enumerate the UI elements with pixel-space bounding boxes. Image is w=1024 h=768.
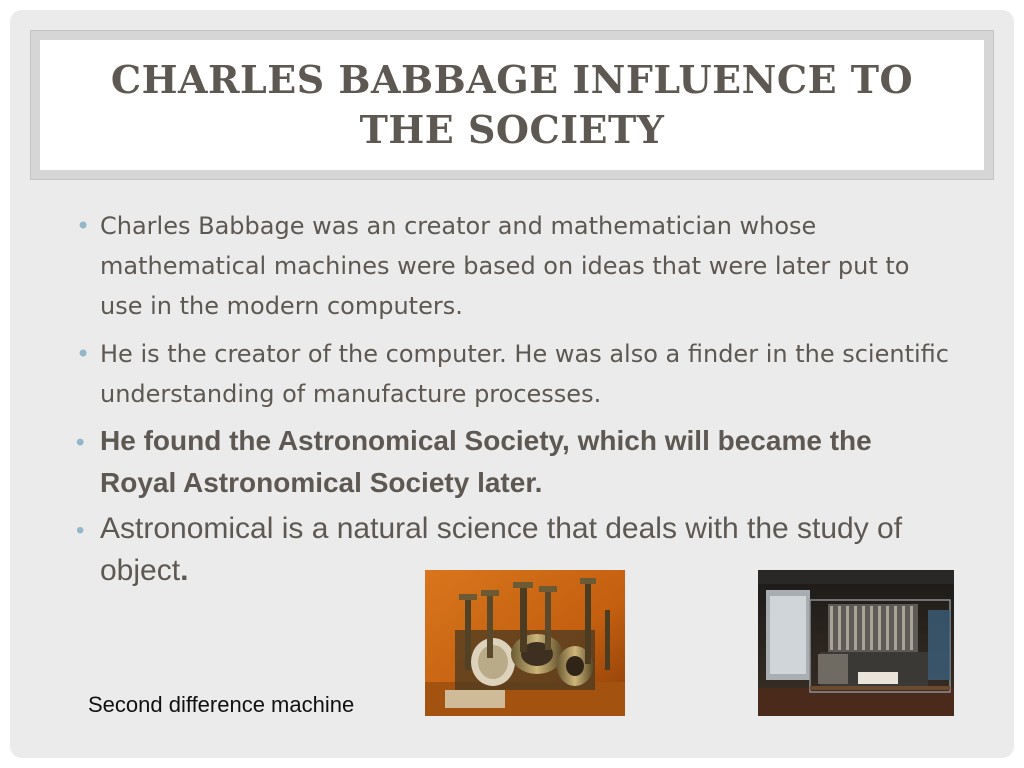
slide-title: CHARLES BABBAGE INFLUENCE TO THE SOCIETY [110, 57, 914, 152]
bullet-list [72, 206, 952, 592]
bullet-item [72, 206, 952, 326]
bullet-end-period: . [180, 554, 189, 587]
bullet-item [72, 334, 952, 414]
bullet-text: Astronomical is a natural science that deals with the study of object [100, 512, 903, 587]
bullet-marker-icon: • [76, 517, 85, 544]
bullet-marker-icon: • [76, 212, 91, 240]
bullet-text: He is the creator of the computer. He was also a finder in the scientific understanding of manufacture processes. [100, 340, 949, 408]
bullet-text: He found the Astronomical Society, which will became the Royal Astronomical Society later. [100, 425, 872, 498]
bullet-marker-icon: • [76, 340, 91, 368]
image-caption: Second difference machine [88, 692, 355, 717]
bullet-item [72, 420, 952, 504]
bullet-marker-icon: • [76, 429, 85, 456]
title-box [40, 40, 984, 170]
bullet-text: Charles Babbage was an creator and mathematician whose mathematical machines were based on ideas that were later put to use in the modern computers. [100, 212, 910, 320]
difference-engine-gears-photo [425, 570, 625, 716]
difference-engine-museum-display-photo [758, 570, 954, 716]
title-frame [30, 30, 994, 180]
